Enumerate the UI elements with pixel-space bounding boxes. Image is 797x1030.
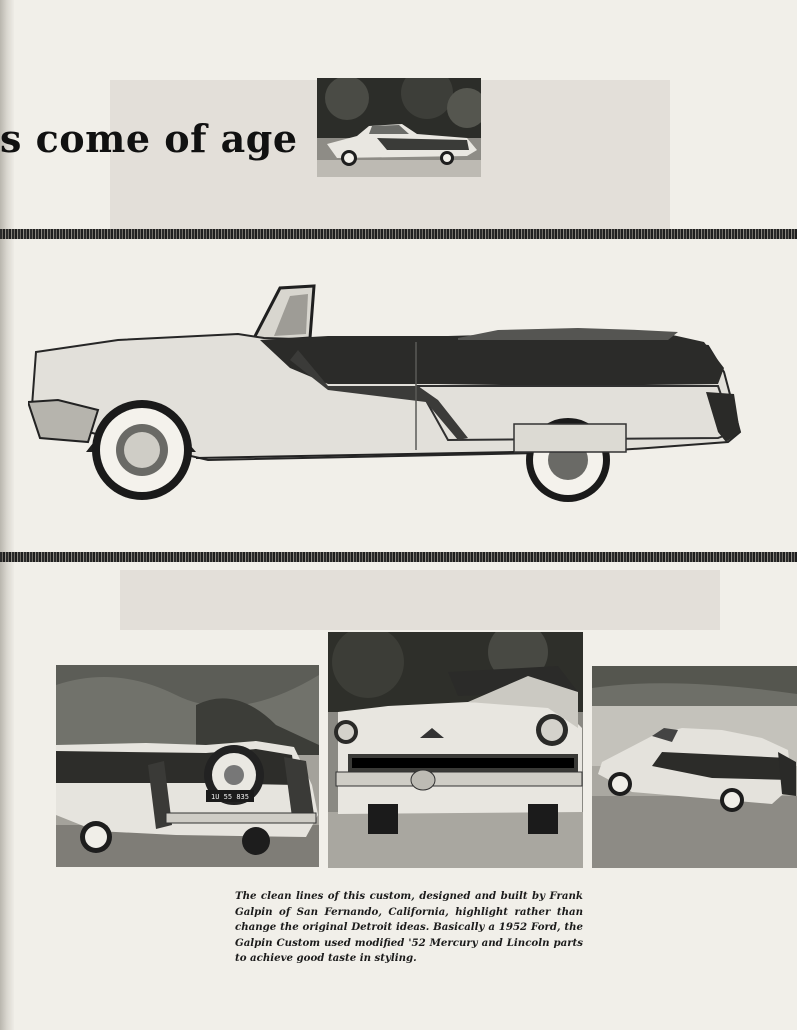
texture-rule-top (0, 229, 797, 239)
show-through-smudge-lower (120, 570, 720, 630)
car-rear-photo (56, 665, 319, 867)
car-top-photo (317, 78, 481, 177)
texture-rule-middle (0, 552, 797, 562)
svg-text:1U 55 835: 1U 55 835 (211, 793, 249, 801)
car-front-photo (328, 632, 583, 868)
headline: s come of age (0, 116, 298, 161)
photo-caption: The clean lines of this custom, designed and built by Frank Galpin of San Fernando, California, highlight rather than change the original Detroit ideas. Basically a 1952 Ford, the Galpin Custom used modified '52 Mercury and Lincoln parts to achieve good taste in styling. (235, 890, 583, 964)
car-side-photo (28, 282, 742, 502)
car-threequarter-photo (592, 666, 797, 868)
